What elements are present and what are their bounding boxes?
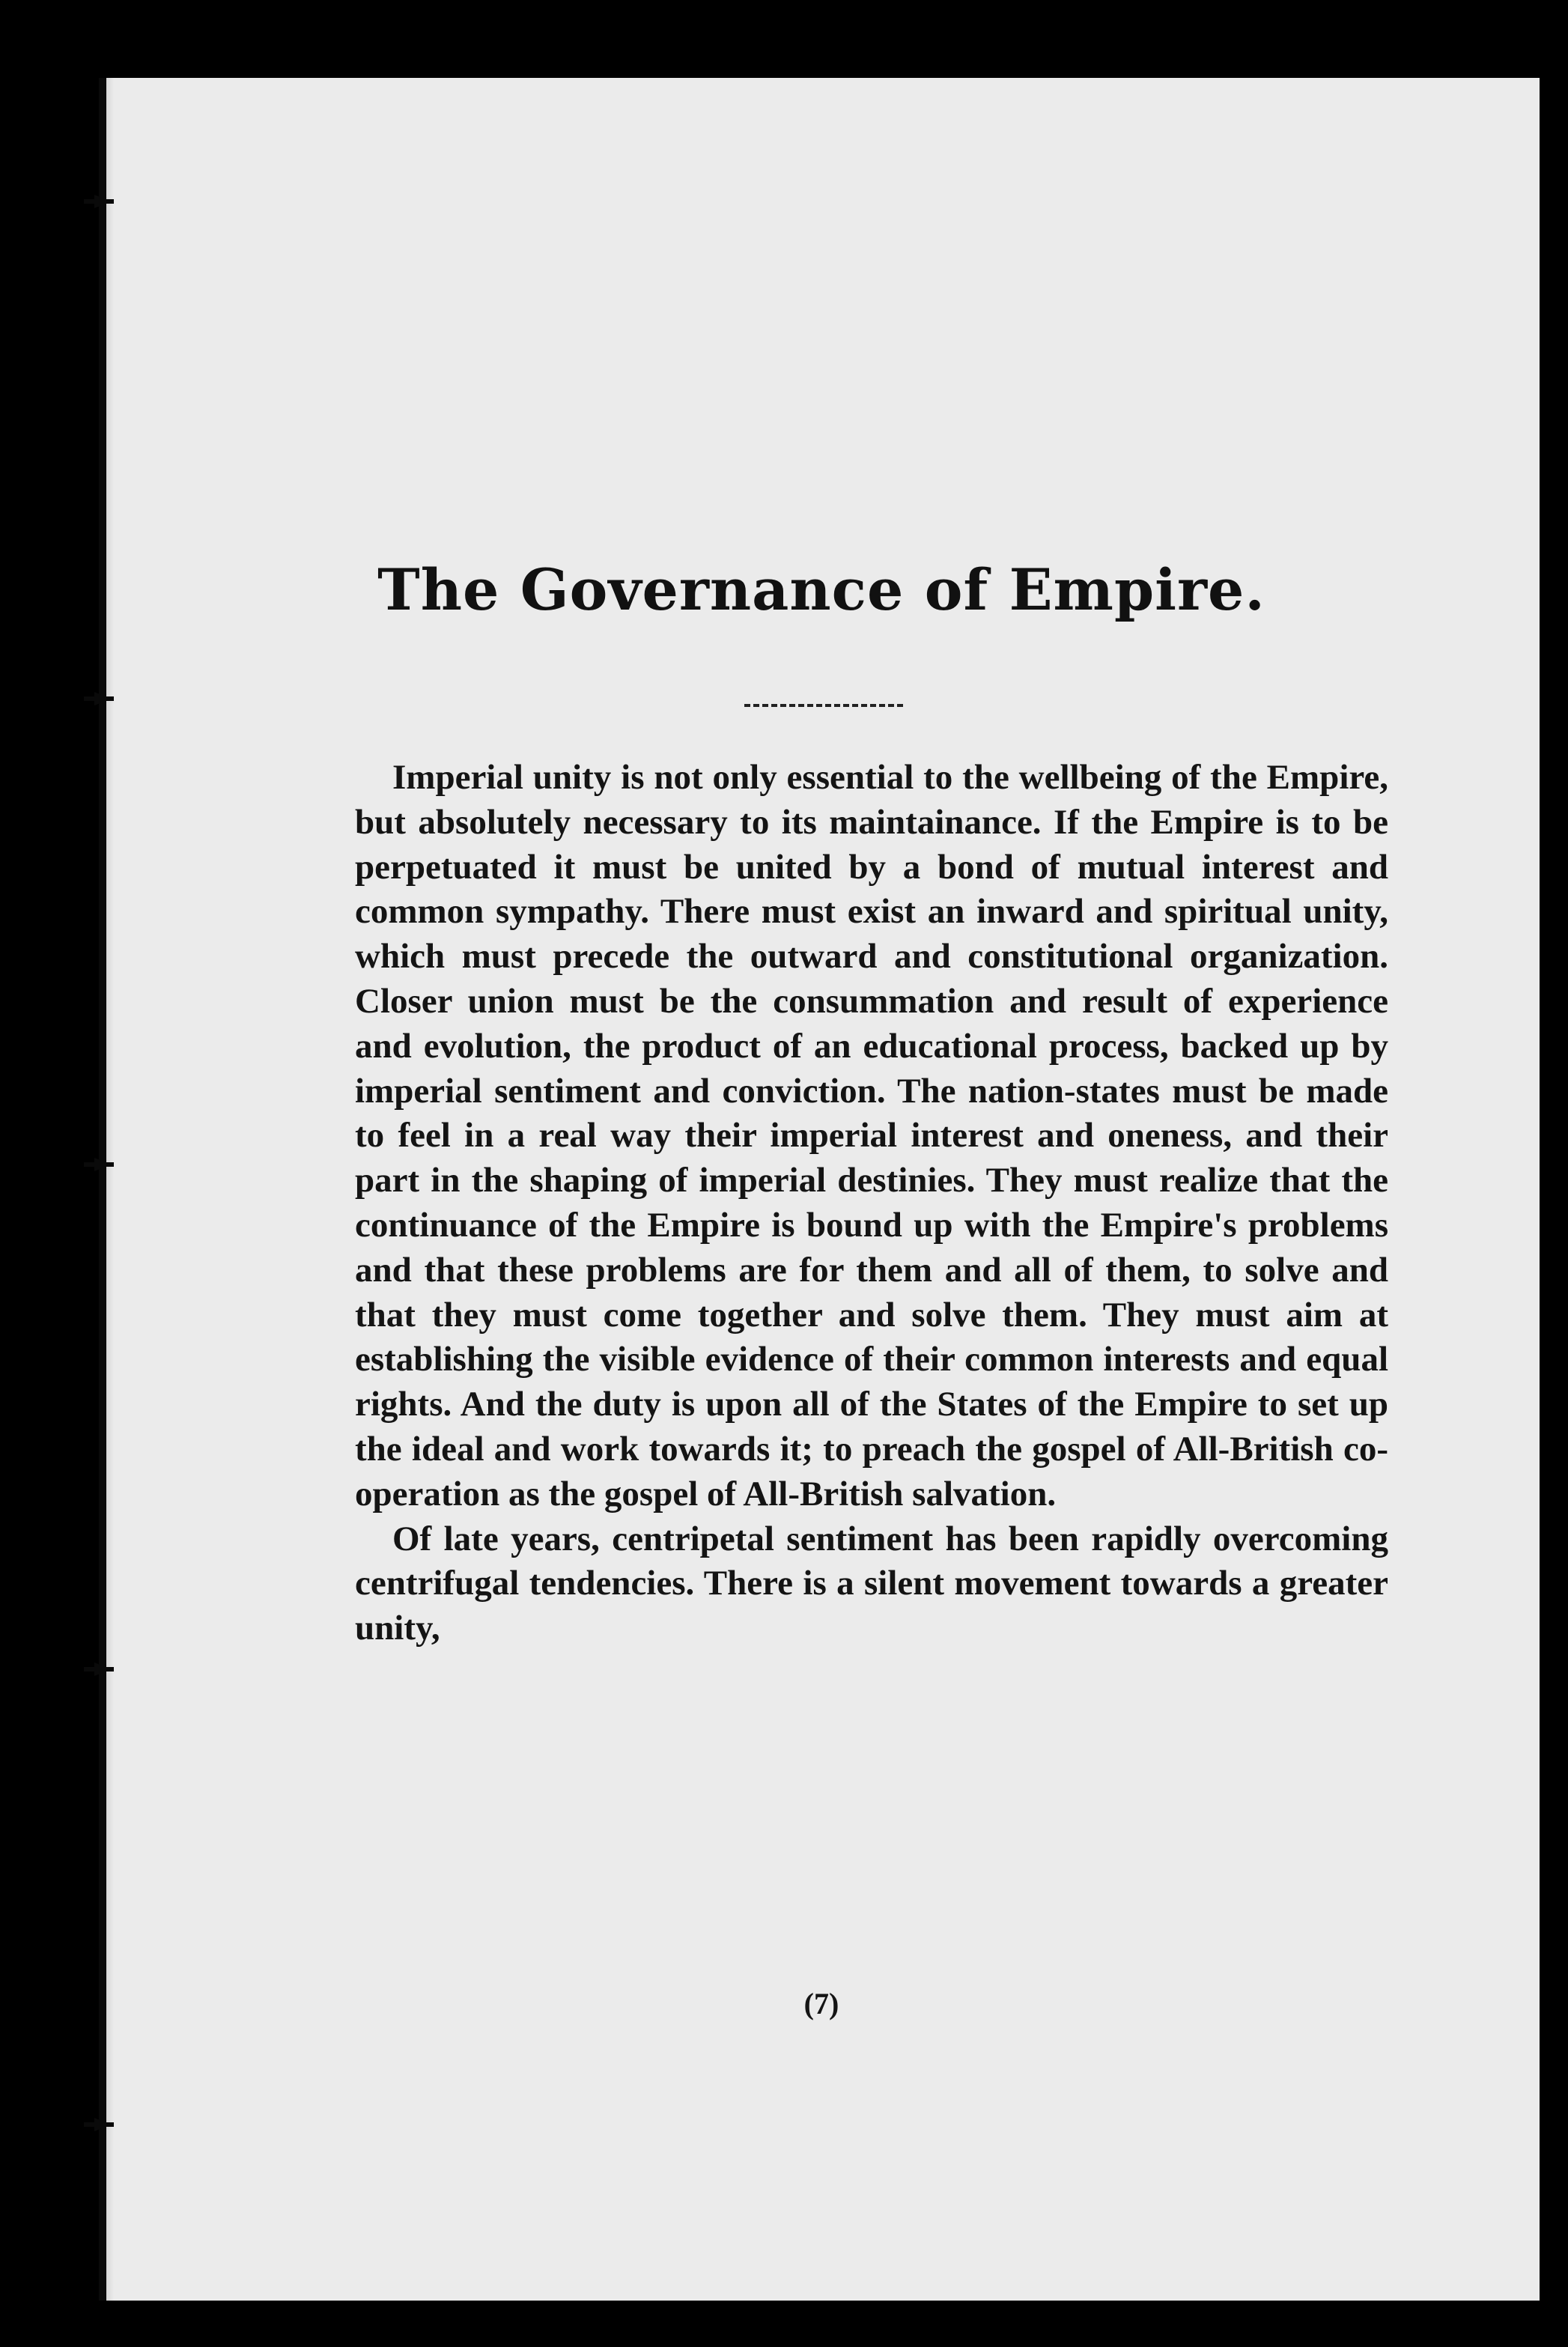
binding-line	[99, 78, 106, 2301]
title-rule	[744, 704, 903, 707]
binding-stitch	[84, 2118, 132, 2131]
page-title: The Governance of Empire.	[377, 556, 1265, 623]
binding-stitch	[84, 1158, 132, 1171]
paragraph-2: Of late years, centripetal sentiment has been rapidly overcoming centrifugal tendencies. There is a silent movement towards a greater unity,	[355, 1519, 1388, 1648]
binding-stitch	[84, 1663, 132, 1676]
paragraph-1: Imperial unity is not only essential to the wellbeing of the Empire, but absolutely necessary to its maintainance. If the Empire is to be perpetuated it must be united by a bond of mutual interest and common sympathy. There must exist an inward and spiritual unity, which must precede the outward and constitutional organization. Closer union must be the consummation and result of experience and evolution, the product of an educational process, backed up by imperial sentiment and conviction. The nation-states must be made to feel in a real way their imperial interest and oneness, and their part in the shaping of imperial destinies. They must realize that the continuance of the Empire is bound up with the Empire's problems and that these problems are for them and all of them, to solve and that they must come together and solve them. They must aim at establishing the visible evidence of their common interests and equal rights. And the duty is upon all of the States of the Empire to set up the ideal and work towards it; to preach the gospel of All-British co-operation as the gospel of All-British salvation.	[355, 758, 1388, 1513]
binding-stitch	[84, 692, 132, 705]
binding-stitch	[84, 195, 132, 208]
book-page	[103, 78, 1540, 2301]
page-number: (7)	[803, 1987, 839, 2020]
body-text	[355, 756, 1388, 1651]
